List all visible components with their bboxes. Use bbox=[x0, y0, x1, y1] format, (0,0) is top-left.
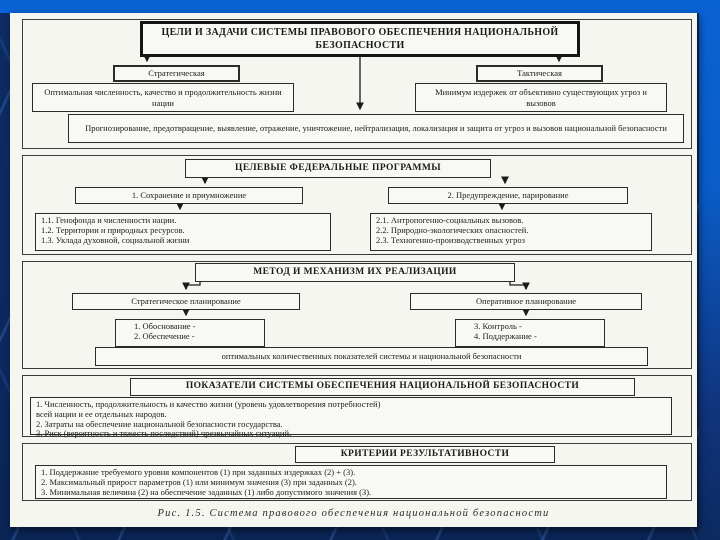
method-right-item: 4. Поддержание - bbox=[474, 330, 537, 341]
tactical-goal-box bbox=[415, 83, 667, 112]
criteria-list-box bbox=[35, 465, 667, 499]
program-1-item: 1.3. Уклада духовной, социальной жизни bbox=[41, 234, 190, 245]
indicators-list-box bbox=[30, 397, 672, 439]
program-2-items-box bbox=[370, 213, 652, 251]
method-footer-box bbox=[95, 347, 648, 366]
criteria-title: КРИТЕРИИ РЕЗУЛЬТАТИВНОСТИ bbox=[340, 448, 510, 459]
goals-title-box bbox=[140, 21, 580, 57]
criteria-line: 3. Минимальная величина (2) на обеспечение заданных (1) либо допустимого значения (3). bbox=[41, 486, 372, 497]
criteria-line: 1. Поддержание требуемого уровня компонентов (1) при заданных издержках (2) + (3). bbox=[41, 467, 356, 477]
method-title-box bbox=[195, 263, 515, 282]
method-left-item: 2. Обеспечение - bbox=[134, 330, 195, 341]
method-title: МЕТОД И МЕХАНИЗМ ИХ РЕАЛИЗАЦИИ bbox=[253, 266, 457, 277]
method-left-item: 1. Обоснование - bbox=[134, 321, 196, 331]
program-1-item: 1.2. Территории и природных ресурсов. bbox=[41, 224, 185, 235]
strategic-goal-box bbox=[32, 83, 294, 112]
indicators-title-box bbox=[130, 378, 635, 396]
programs-title: ЦЕЛЕВЫЕ ФЕДЕРАЛЬНЫЕ ПРОГРАММЫ bbox=[235, 162, 441, 173]
method-footer-text: оптимальных количественных показателей системы и национальной безопасности bbox=[221, 351, 522, 362]
program-2-item: 2.1. Антропогенно-социальных вызовов. bbox=[376, 215, 524, 225]
program-1-items-box bbox=[35, 213, 331, 251]
operational-planning-box bbox=[410, 293, 642, 310]
goals-title: ЦЕЛИ И ЗАДАЧИ СИСТЕМЫ ПРАВОВОГО ОБЕСПЕЧЕНИЯ НАЦИОНАЛЬНОЙ БЕЗОПАСНОСТИ bbox=[161, 27, 559, 51]
indicators-title: ПОКАЗАТЕЛИ СИСТЕМЫ ОБЕСПЕЧЕНИЯ НАЦИОНАЛЬНОЙ БЕЗОПАСНОСТИ bbox=[185, 381, 580, 392]
program-2-label: 2. Предупреждение, парирование bbox=[447, 190, 569, 201]
indicators-line: всей нации и ее отдельных народов. bbox=[36, 408, 167, 419]
indicators-line: 2. Затраты на обеспечение национальной безопасности государства. bbox=[36, 418, 283, 429]
strategic-label-box bbox=[113, 65, 240, 82]
tactical-goal-text: Минимум издержек от объективно существующих угроз и вызовов bbox=[435, 87, 647, 108]
program-1-label: 1. Сохранение и приумножение bbox=[131, 190, 247, 201]
top-accent-bar bbox=[0, 0, 720, 13]
method-right-items-box bbox=[455, 319, 605, 347]
strategic-goal-text: Оптимальная численность, качество и продолжительность жизни нации bbox=[44, 87, 282, 108]
tactical-label: Тактическая bbox=[517, 68, 562, 79]
method-left-items-box bbox=[115, 319, 265, 347]
program-2-item: 2.2. Природно-экологических опасностей. bbox=[376, 224, 529, 235]
right-accent-bar bbox=[699, 0, 720, 540]
strategic-planning-box bbox=[72, 293, 300, 310]
criteria-line: 2. Максимальный прирост параметров (1) или минимум значения (3) при заданных (2). bbox=[41, 476, 357, 487]
criteria-title-box bbox=[295, 446, 555, 463]
strategic-planning-label: Стратегическое планирование bbox=[131, 296, 241, 307]
strategic-label: Стратегическая bbox=[148, 68, 205, 79]
program-2-box bbox=[388, 187, 628, 204]
tasks-text: Прогнозирование, предотвращение, выявление, отражение, уничтожение, нейтрализация, локализация и защита от угроз и вызовов национальной безопасности bbox=[85, 123, 667, 134]
figure-caption: Рис. 1.5. Система правового обеспечения национальной безопасности bbox=[157, 508, 550, 519]
programs-title-box bbox=[185, 159, 491, 178]
program-1-box bbox=[75, 187, 303, 204]
scanned-page bbox=[10, 13, 697, 527]
tactical-label-box bbox=[476, 65, 603, 82]
program-2-item: 2.3. Техногенно-производственных угроз bbox=[376, 234, 526, 245]
program-1-item: 1.1. Генофонда и численности нации. bbox=[41, 215, 177, 225]
operational-planning-label: Оперативное планирование bbox=[475, 296, 577, 307]
indicators-line: 1. Численность, продолжительность и качество жизни (уровень удовлетворения потребностей) bbox=[36, 399, 381, 409]
method-right-item: 3. Контроль - bbox=[474, 321, 522, 331]
indicators-line: 3. Риск (вероятность и тяжесть последствий) чрезвычайных ситуаций. bbox=[36, 428, 292, 439]
tasks-box bbox=[68, 114, 684, 143]
